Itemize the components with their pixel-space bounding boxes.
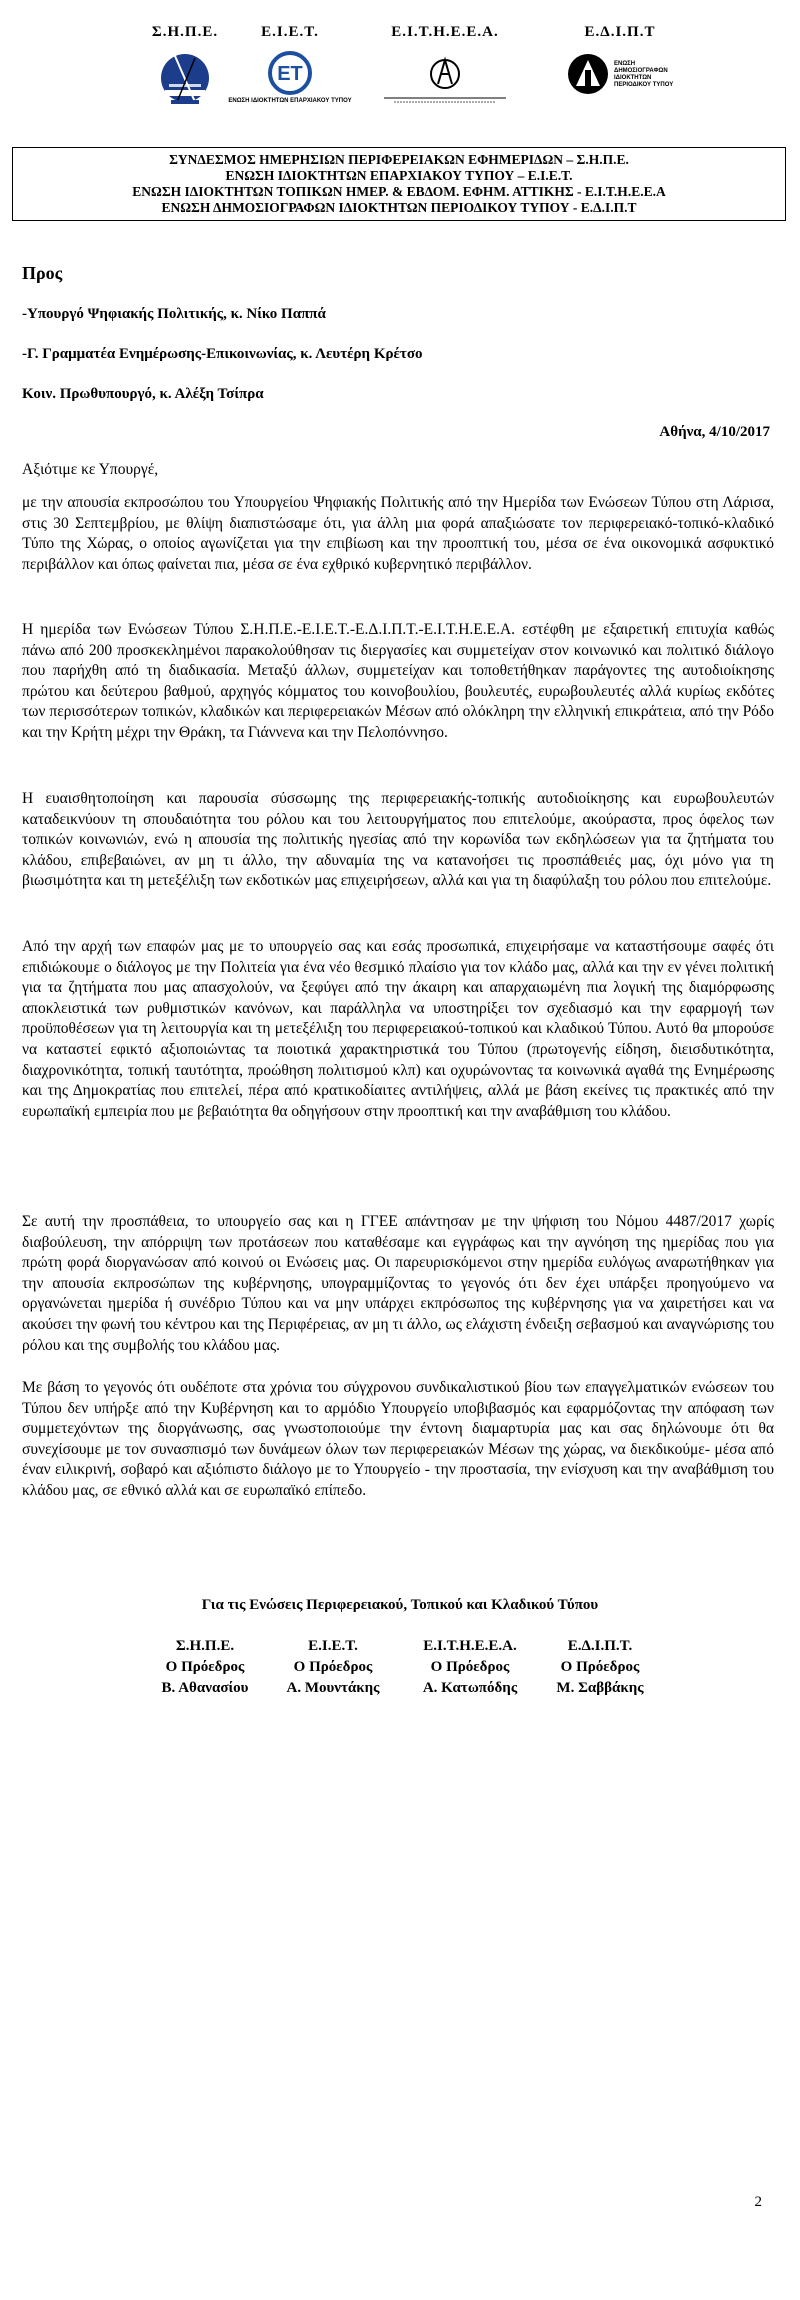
body-paragraph: Η ευαισθητοποίηση και παρουσία σύσσωμης της περιφερειακής-τοπικής αυτοδιοίκησης και ευρωβουλευτών καταδεικνύουν τη σπουδαιότητα του ρόλου και του λειτουργήματος που επιτελούμε, ακούραστα, προς όφελος των τοπικών κοινωνιών, ενώ η απουσία της πολιτικής ηγεσίας από την κορωνίδα των εκδηλώσεων για τα ζητήματα του κλάδου, επιβεβαιώνει, αν μη τι άλλο, την αδυναμία της να κατανοήσει τις προσπάθειές μας, όχι μόνο για τη βιωσιμότητα και τη μετεξέλιξη των εκδοτικών μας επιχειρήσεων, αλλά και για τη διαφύλαξη του ρόλου που επιτελούμε. xyxy=(22,790,774,890)
signature-org: Ε.Ι.Τ.Η.Ε.Ε.Α. xyxy=(423,1638,517,1654)
recipient-line: -Γ. Γραμματέα Ενημέρωσης-Επικοινωνίας, κ. Λευτέρη Κρέτσο xyxy=(22,346,423,362)
edipt-logo-icon xyxy=(566,50,610,98)
logo-caption: ΕΝΩΣΗ ΙΔΙΟΚΤΗΤΩΝ ΕΠΑΡΧΙΑΚΟΥ ΤΥΠΟΥ xyxy=(228,98,352,104)
logo-abbr: Ε.Ι.Τ.Η.Ε.Ε.Α. xyxy=(391,24,499,40)
shpe-logo-icon xyxy=(155,50,215,112)
unions-banner xyxy=(12,147,786,221)
salutation: Αξιότιμε κε Υπουργέ, xyxy=(22,461,159,478)
eiet-logo-icon xyxy=(262,50,318,96)
logo-abbr: Σ.Η.Π.Ε. xyxy=(151,24,219,40)
signature-org: Ε.Ι.Ε.Τ. xyxy=(308,1638,358,1654)
banner-line: ΣΥΝΔΕΣΜΟΣ ΗΜΕΡΗΣΙΩΝ ΠΕΡΙΦΕΡΕΙΑΚΩΝ ΕΦΗΜΕΡΙΔΩΝ – Σ.Η.Π.Ε. xyxy=(169,152,629,167)
logo-eiet xyxy=(215,24,365,105)
svg-text:ΕΤ: ΕΤ xyxy=(277,63,303,85)
logo-edipt xyxy=(545,24,695,98)
recipients-heading: Προς xyxy=(22,263,63,283)
signature-name: Μ. Σαββάκης xyxy=(556,1680,644,1696)
signature-name: Α. Μουντάκης xyxy=(286,1680,380,1696)
signature-role: Ο Πρόεδρος xyxy=(430,1659,510,1675)
banner-line: ΕΝΩΣΗ ΔΗΜΟΣΙΟΓΡΑΦΩΝ ΙΔΙΟΚΤΗΤΩΝ ΠΕΡΙΟΔΙΚΟΥ ΤΥΠΟΥ - Ε.Δ.Ι.Π.Τ xyxy=(161,200,637,215)
signature-heading: Για τις Ενώσεις Περιφερειακού, Τοπικού και Κλαδικού Τύπου xyxy=(201,1597,599,1613)
body-paragraph: Από την αρχή των επαφών μας με το υπουργείο σας και εσάς προσωπικά, επιχειρήσαμε να καταστήσουμε σαφές ότι επιδιώκουμε ο διάλογος με την Πολιτεία για ένα νέο θεσμικό πλαίσιο για τον κλάδο μας, αλλά και την εν γένει πολιτική για τα ζητήματα που μας απασχολούν, να ξεφύγει από την άκαιρη και απαρχαιωμένη πια λογική της διαμόρφωσης αποκλειστικά των ρυθμιστικών κανόνων, και παράλληλα να υποστηρίξει τον σχεδιασμό και την εφαρμογή των προϋποθέσεων για τη λειτουργία και τη μετεξέλιξη του περιφερειακού-τοπικού και κλαδικού Τύπου. Αυτό θα μπορούσε να καταστεί εφικτό αξιοποιώντας τα ποιοτικά χαρακτηριστικά του Τύπου (πρωτογενής είδηση, διεισδυτικότητα, διαχρονικότητα, τοπική ταυτότητα, προώθηση πολιτισμού κλπ) και οχυρώνοντας τα κοινωνικά αγαθά της Ενημέρωσης και της Δημοκρατίας που επιτελεί, πέρα από κρατικοδίαιτες αντιλήψεις, αλλά με βάση εκείνες τις πρακτικές από την ευρωπαϊκή εμπειρία που με βεβαιότητα θα οδηγήσουν στην προοπτική και την αναβάθμιση του κλάδου. xyxy=(22,938,774,1120)
body-paragraph: Η ημερίδα των Ενώσεων Τύπου Σ.Η.Π.Ε.-Ε.Ι.Ε.Τ.-Ε.Δ.Ι.Π.Τ.-Ε.Ι.Τ.Η.Ε.Ε.Α. εστέφθη με εξαιρετική επιτυχία καθώς πάνω από 200 προσκεκλημένοι παρακολούθησαν τις διεργασίες και συμμετείχαν στον κοινωνικό και πολιτικό διάλογο που παρήχθη από τη διαδικασία. Μεταξύ άλλων, συμμετείχαν και τοποθετήθηκαν παράγοντες της αυτοδιοίκησης πρώτου και δεύτερου βαθμού, αρχηγός κόμματος του κοινοβουλίου, βουλευτές, ευρωβουλευτές αλλά κυρίως εκδότες των περισσότερων τοπικών, κλαδικών και περιφερειακών Μέσων από ολόκληρη την ελληνική επικράτεια, από την Ρόδο και την Κρήτη μέχρι την Θράκη, τα Γιάννενα και την Πελοπόννησο. xyxy=(22,621,774,741)
logo-eitheea xyxy=(370,24,520,108)
header-logos xyxy=(110,24,710,154)
letter-date: Αθήνα, 4/10/2017 xyxy=(659,424,770,440)
eitheea-logo-icon xyxy=(380,50,510,108)
logo-caption: ΕΝΩΣΗ ΔΗΜΟΣΙΟΓΡΑΦΩΝ ΙΔΙΟΚΤΗΤΩΝ ΠΕΡΙΟΔΙΚΟΥ ΤΥΠΟΥ xyxy=(614,61,674,88)
signature-name: Α. Κατωπόδης xyxy=(422,1680,518,1696)
signature-role: Ο Πρόεδρος xyxy=(560,1659,640,1675)
logo-abbr: Ε.Ι.Ε.Τ. xyxy=(261,24,319,40)
banner-line: ΕΝΩΣΗ ΙΔΙΟΚΤΗΤΩΝ ΤΟΠΙΚΩΝ ΗΜΕΡ. & ΕΒΔΟΜ. ΕΦΗΜ. ΑΤΤΙΚΗΣ - Ε.Ι.Τ.Η.Ε.Ε.Α xyxy=(132,184,666,199)
signature-column xyxy=(405,1636,535,1699)
recipient-line: -Υπουργό Ψηφιακής Πολιτικής, κ. Νίκο Παππά xyxy=(22,306,326,322)
banner-line: ΕΝΩΣΗ ΙΔΙΟΚΤΗΤΩΝ ΕΠΑΡΧΙΑΚΟΥ ΤΥΠΟΥ – Ε.Ι.Ε.Τ. xyxy=(225,168,573,183)
signature-org: Ε.Δ.Ι.Π.Τ. xyxy=(567,1638,633,1654)
page-number: 2 xyxy=(754,2194,762,2210)
signature-name: Β. Αθανασίου xyxy=(161,1680,249,1696)
signature-role: Ο Πρόεδρος xyxy=(165,1659,245,1675)
signature-role: Ο Πρόεδρος xyxy=(293,1659,373,1675)
body-paragraph: με την απουσία εκπροσώπου του Υπουργείου Ψηφιακής Πολιτικής από την Ημερίδα των Ενώσεων Τύπου στη Λάρισα, στις 30 Σεπτεμβρίου, με θλίψη διαπιστώσαμε ότι, για άλλη μια φορά απαξιώσατε τον περιφερειακό-τοπικό-κλαδικό Τύπο της Χώρας, ο οποίος αγωνίζεται για την επιβίωση και την προοπτική του, μέσα σε ένα οικονομικά ασφυκτικό περιβάλλον και όπως φαίνεται πια, μέσα σε ένα εχθρικό κυβερνητικό περιβάλλον. xyxy=(22,494,774,573)
logo-abbr: Ε.Δ.Ι.Π.Τ xyxy=(584,24,656,40)
signature-column xyxy=(268,1636,398,1699)
signature-org: Σ.Η.Π.Ε. xyxy=(175,1638,235,1654)
signature-column xyxy=(140,1636,270,1699)
body-paragraph: Με βάση το γεγονός ότι ουδέποτε στα χρόνια του σύγχρονου συνδικαλιστικού βίου των επαγγελματικών ενώσεων του Τύπου δεν υπήρξε από την Κυβέρνηση και το αρμόδιο Υπουργείο υποβιβασμός και εφαρμόζοντας την απόφαση των συμμετεχόντων της διοργάνωσης, σας γνωστοποιούμε την έντονη διαμαρτυρία μας και σας δηλώνουμε ότι θα συνεχίσουμε με τον συνασπισμό των δυνάμεων όλων των περιφερειακών Μέσων της χώρας, να διεκδικούμε- μέσα από έναν ειλικρινή, σοβαρό και αξιόπιστο διάλογο με το Υπουργείο - την προστασία, την ενίσχυση και την αναβάθμιση του κλάδου μας, σε εθνικό αλλά και σε ευρωπαϊκό επίπεδο. xyxy=(22,1379,774,1499)
body-paragraph: Σε αυτή την προσπάθεια, το υπουργείο σας και η ΓΓΕΕ απάντησαν με την ψήφιση του Νόμου 4487/2017 χωρίς διαβούλευση, την απόρριψη των προτάσεων που καταθέσαμε και εγγράφως και την αγνόηση της ημερίδας που για πρώτη φορά διοργανώσαν από κοινού οι Ενώσεις μας. Οι παρευρισκόμενοι στην ημερίδα ευλόγως αναρωτήθηκαν για την απουσία εκπροσώπων της κυβέρνησης, υπογραμμίζοντας το γεγονός ότι δεν έχει υπάρξει προηγούμενο να οργανώνεται ημερίδα ή συνέδριο Τύπου και να μην υπάρχει εκπρόσωπος της κυβέρνησης για να χαιρετήσει και να ακούσει την φωνή του κέντρου και της Περιφέρειας, αν μη τι άλλο, ως ελάχιστη ένδειξη σεβασμού και αναγνώρισης του ρόλου και της συμβολής του κλάδου μας. xyxy=(22,1213,774,1354)
signature-column xyxy=(535,1636,665,1699)
recipient-line: Κοιν. Πρωθυπουργό, κ. Αλέξη Τσίπρα xyxy=(22,386,264,402)
